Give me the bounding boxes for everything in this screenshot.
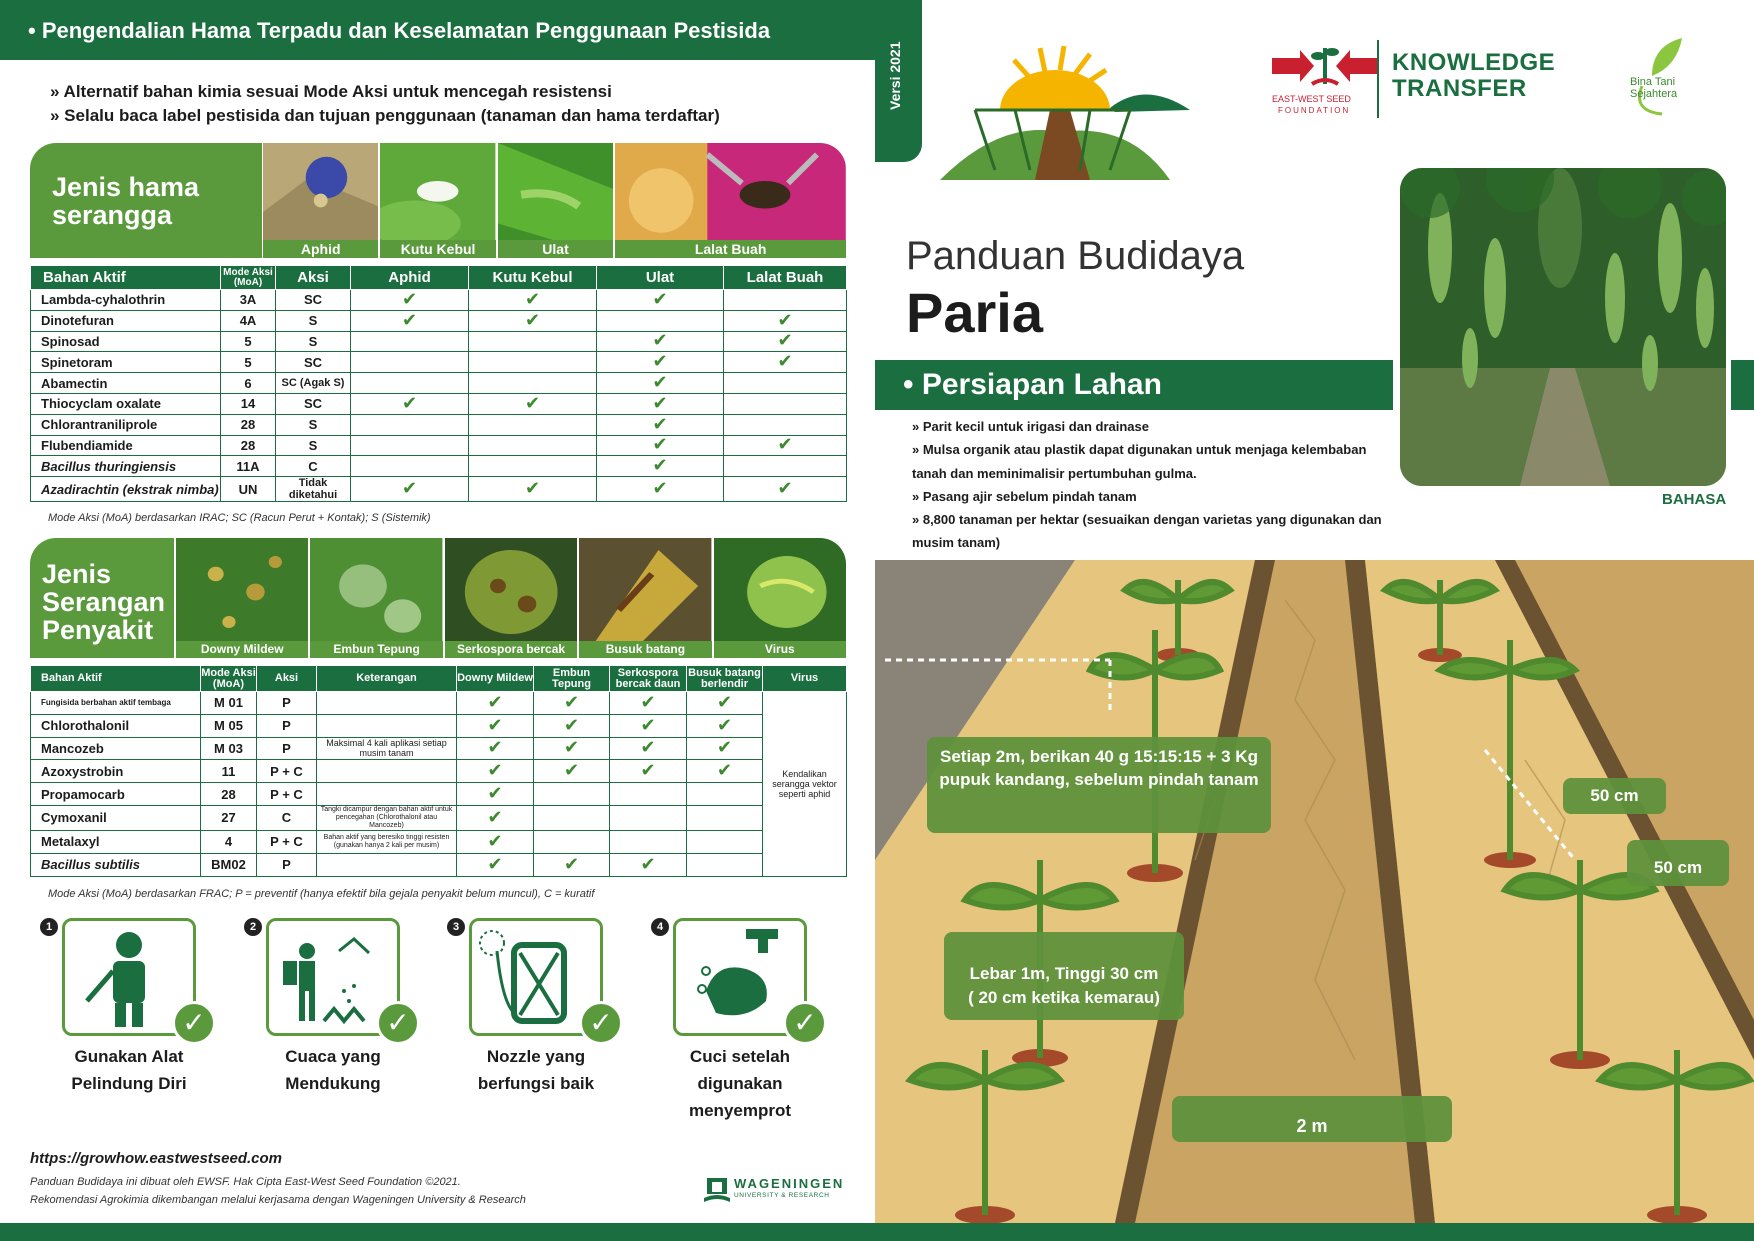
check-cell: [351, 290, 469, 311]
check-cell: [351, 331, 469, 352]
cell-aksi: S: [276, 331, 351, 352]
list-item: » 8,800 tanaman per hektar (sesuaikan dengan varietas yang digunakan dan musim tanam): [912, 512, 1382, 551]
checkmark-icon: ✔: [777, 330, 793, 351]
cell-name: Azadirachtin (ekstrak nimba): [31, 477, 221, 502]
east-west-seed-logo: EAST-WEST SEED FOUNDATION: [1270, 40, 1380, 120]
checkmark-icon: ✔: [524, 309, 541, 330]
table-header-row: [31, 666, 847, 692]
table-row: [31, 352, 847, 373]
col-header: Ulat: [597, 266, 724, 290]
checkmark-icon: ✔: [524, 478, 541, 499]
check-cell: [351, 352, 469, 373]
check-cell: [597, 373, 724, 394]
cell-note: Maksimal 4 kali aplikasi setiap musim tanam: [317, 737, 457, 760]
check-cell: [597, 352, 724, 373]
check-cell: [610, 714, 687, 737]
land-prep-list: [912, 415, 1402, 555]
checkmark-icon: ✔: [487, 760, 503, 781]
checkmark-icon: ✔: [524, 288, 541, 309]
checkmark-icon: ✔: [640, 737, 656, 758]
checkmark-icon: ✔: [401, 309, 418, 330]
checkmark-icon: ✔: [487, 830, 503, 851]
check-cell: [469, 310, 597, 331]
cell-name: Bacillus thuringiensis: [31, 456, 221, 477]
left-page: • Pengendalian Hama Terpadu dan Keselamatan Penggunaan Pestisida » Alternatif bahan kimia sesuai Mode Aksi untuk mencegah resistensi » Selalu baca label pestisida dan tujuan penggunaan (tanaman dan hama terdaftar) Jenis hama serangga Aphid Kutu Kebul Ulat Lalat Buah Bahan Aktif Mode Aksi (MoA) Aksi Aphid Kutu Kebul Ulat Lalat Buah Lambda-cyhalothrin 3A SC ✔ ✔ ✔ Dinotefuran 4A S ✔ ✔ ✔ Spinosad 5 S ✔ ✔ Spinetoram 5 SC ✔ ✔ Abamectin 6 SC (Agak S) ✔ Thiocyclam oxalate 14 SC ✔ ✔ ✔ Chlorantraniliprole 28 S ✔ Flubendiamide 28 S ✔ ✔ Bacillus thuringiensis 11A C ✔ Azadirachtin (ekstrak nimba) UN Tidak diketahui ✔ ✔ ✔ ✔ Mode Aksi (MoA) berdasarkan IRAC; SC (Racun Perut + Kontak); S (Sistemik) Jenis Serangan Penyakit Downy Mildew Embun Tepung Serkospora bercak Busuk batang Virus Bahan Aktif Mode Aksi (MoA) Aksi Keterangan Downy Mildew Embun Tepung Serkospora bercak daun Busuk batang berlendir Virus Fungisida berbahan aktif tembaga M 01 P ✔ ✔ ✔ ✔ Kendalikan serangga vektor seperti aphid Chlorothalonil M 05 P ✔ ✔ ✔ ✔ Mancozeb M 03 P Maksimal 4 kali aplikasi setiap musim tanam ✔ ✔ ✔ ✔ Azoxystrobin 11 P + C ✔ ✔ ✔ ✔ Propamocarb 28 P + C ✔ Cymoxanil 27 C Tangki dicampur dengan bahan aktif untuk pencegahan (Chlorothalonil atau Mancozeb) ✔ Metalaxyl 4 P + C Bahan aktif yang beresiko tinggi resisten (gunakan hanya 2 kali per musim) ✔ Bacillus subtilis BM02 P ✔ ✔ ✔ Mode Aksi (MoA) berdasarkan FRAC; P = preventif (hanya efektif bila gejala penyakit belum muncul), C = kuratif 1 ✓ Gunakan Alat Pelindung Diri 2 ✓ Cuaca yang Mendukung 3 ✓ Nozzle yang berfungsi baik 4 ✓ Cuci setelah digunakan menyemprot https://growhow.eastwestseed.com Panduan Budidaya ini dibuat oleh EWSF. Hak Cipta East-West Seed Foundation ©2021. Rekomendasi Agrokimia dikembangan melalui kerjasama dengan Wageningen University & Research WAGENINGEN UNIVERSITY & RESEARCH: [0, 0, 875, 1241]
checkmark-icon: ✔: [652, 455, 668, 476]
cell-name: Flubendiamide: [31, 435, 221, 456]
cell-aksi: C: [276, 456, 351, 477]
col-header: Bahan Aktif: [31, 266, 221, 290]
cell-moa: M 03: [201, 737, 257, 760]
col-header: Aksi: [257, 666, 317, 692]
checkmark-icon: ✔: [716, 737, 733, 758]
col-header: Mode Aksi (MoA): [201, 666, 256, 690]
powdery-mildew-photo: Embun Tepung: [310, 538, 442, 658]
check-cell: [534, 692, 610, 715]
col-header: Bahan Aktif: [31, 666, 201, 692]
cell-moa: M 05: [201, 714, 257, 737]
fruit-fly-photo: Lalat Buah: [615, 143, 846, 258]
cell-name: Metalaxyl: [31, 830, 201, 853]
check-circle-icon: ✓: [172, 1001, 216, 1045]
table-row: [31, 805, 847, 830]
knowledge-transfer-logo: KNOWLEDGE TRANSFER: [1392, 49, 1556, 102]
cell-aksi: P + C: [257, 760, 317, 783]
check-cell: [687, 830, 763, 853]
cell-note: [317, 783, 457, 806]
check-cell: [351, 414, 469, 435]
disease-photo-strip: [176, 538, 846, 658]
table-row: [31, 310, 847, 331]
credits: Panduan Budidaya ini dibuat oleh EWSF. Hak Cipta East-West Seed Foundation ©2021. Rekomendasi Agrokimia dikembangan melalui kerjasama dengan Wageningen University & Research: [30, 1176, 526, 1206]
checkmark-icon: ✔: [563, 691, 580, 712]
check-cell: [687, 783, 763, 806]
checkmark-icon: ✔: [716, 714, 733, 735]
check-cell: [534, 830, 610, 853]
irac-footnote: Mode Aksi (MoA) berdasarkan IRAC; SC (Racun Perut + Kontak); S (Sistemik): [48, 512, 431, 524]
cell-name: Abamectin: [31, 373, 221, 394]
check-cell: [534, 737, 610, 760]
check-cell: [724, 456, 847, 477]
cell-name: Spinetoram: [31, 352, 221, 373]
cell-note: [317, 760, 457, 783]
check-cell: [724, 435, 847, 456]
check-cell: [469, 290, 597, 311]
fungicide-table-body: [31, 692, 847, 877]
table-row: [31, 331, 847, 352]
check-cell: [610, 760, 687, 783]
cell-aksi: P: [257, 737, 317, 760]
col-header: Aphid: [351, 266, 469, 290]
check-cell: [610, 783, 687, 806]
tip-item: » Selalu baca label pestisida dan tujuan penggunaan (tanaman dan hama terdaftar): [50, 106, 720, 125]
cell-aksi: SC: [276, 393, 351, 414]
check-cell: [724, 290, 847, 311]
col-header: Embun Tepung: [534, 666, 610, 692]
cell-note: Bahan aktif yang beresiko tinggi resisten (gunakan hanya 2 kali per musim): [317, 830, 457, 853]
check-cell: [687, 853, 763, 876]
check-cell: [534, 853, 610, 876]
check-cell: [597, 477, 724, 502]
table-row: [31, 714, 847, 737]
cell-moa: 11: [201, 760, 257, 783]
pest-section-tab: Jenis hama serangga: [30, 143, 262, 258]
col-header: Downy Mildew: [457, 666, 534, 692]
check-cell: [724, 310, 847, 331]
checkmark-icon: ✔: [777, 309, 793, 330]
cell-aksi: P + C: [257, 830, 317, 853]
check-cell: [597, 310, 724, 331]
check-cell: [724, 393, 847, 414]
list-item: » Mulsa organik atau plastik dapat digunakan untuk menjaga kelembaban tanah dan meminimalisir pertumbuhan gulma.: [912, 442, 1367, 481]
checkmark-icon: ✔: [640, 760, 656, 781]
cell-moa: 28: [221, 414, 276, 435]
check-cell: [687, 760, 763, 783]
col-header: Mode Aksi (MoA): [221, 266, 276, 290]
checkmark-icon: ✔: [401, 392, 418, 413]
aphid-photo: Aphid: [263, 143, 378, 258]
check-cell: [457, 783, 534, 806]
caterpillar-photo: Ulat: [498, 143, 613, 258]
cell-note: [317, 853, 457, 876]
checkmark-icon: ✔: [563, 714, 580, 735]
checkmark-icon: ✔: [652, 351, 668, 372]
checkmark-icon: ✔: [487, 783, 503, 804]
checkmark-icon: ✔: [716, 760, 733, 781]
cell-aksi: S: [276, 414, 351, 435]
check-cell: [597, 414, 724, 435]
checkmark-icon: ✔: [563, 853, 580, 874]
cell-note: [317, 692, 457, 715]
cell-moa: 14: [221, 393, 276, 414]
cell-name: Fungisida berbahan aktif tembaga: [31, 692, 201, 715]
cell-name: Propamocarb: [31, 783, 201, 806]
check-cell: [351, 373, 469, 394]
cell-aksi: Tidak diketahui: [276, 477, 351, 502]
footer-bar: [0, 1223, 1754, 1241]
check-cell: [469, 477, 597, 502]
cell-moa: 11A: [221, 456, 276, 477]
cell-moa: UN: [221, 477, 276, 502]
checkmark-icon: ✔: [777, 351, 793, 372]
check-cell: [687, 714, 763, 737]
cell-note: [317, 714, 457, 737]
disease-section-tab: Jenis Serangan Penyakit: [30, 538, 174, 658]
check-cell: [534, 783, 610, 806]
checkmark-icon: ✔: [640, 691, 656, 712]
pesticide-tips: [50, 80, 720, 128]
fertilizer-callout: Setiap 2m, berikan 40 g 15:15:15 + 3 Kg pupuk kandang, sebelum pindah tanam: [927, 737, 1271, 833]
cell-name: Bacillus subtilis: [31, 853, 201, 876]
insecticide-table-body: [31, 290, 847, 502]
col-header: Aksi: [276, 266, 351, 290]
table-row: [31, 290, 847, 311]
check-cell: [610, 737, 687, 760]
col-header: Lalat Buah: [724, 266, 847, 290]
checkmark-icon: ✔: [716, 691, 733, 712]
check-cell: [610, 830, 687, 853]
check-cell: [534, 760, 610, 783]
pest-photo-strip: [263, 143, 846, 258]
check-cell: [597, 393, 724, 414]
check-cell: [457, 692, 534, 715]
cell-name: Chlorothalonil: [31, 714, 201, 737]
check-cell: [724, 373, 847, 394]
check-cell: [534, 714, 610, 737]
check-cell: [610, 692, 687, 715]
checkmark-icon: ✔: [777, 434, 793, 455]
bed-size-callout: Lebar 1m, Tinggi 30 cm ( 20 cm ketika kemarau): [944, 932, 1184, 1020]
wageningen-logo: WAGENINGEN UNIVERSITY & RESEARCH: [704, 1176, 854, 1206]
check-cell: [457, 805, 534, 830]
cell-name: Thiocyclam oxalate: [31, 393, 221, 414]
ipm-banner: • Pengendalian Hama Terpadu dan Keselamatan Penggunaan Pestisida: [0, 0, 922, 60]
cell-moa: 4: [201, 830, 257, 853]
cell-aksi: P: [257, 692, 317, 715]
cell-moa: BM02: [201, 853, 257, 876]
table-row: [31, 830, 847, 853]
cell-aksi: S: [276, 435, 351, 456]
table-row: [31, 760, 847, 783]
check-cell: [351, 393, 469, 414]
virus-note: Kendalikan serangga vektor seperti aphid: [763, 692, 847, 877]
cell-name: Lambda-cyhalothrin: [31, 290, 221, 311]
table-row: [31, 477, 847, 502]
banner-edge: [1731, 360, 1754, 410]
table-row: [31, 853, 847, 876]
check-cell: [351, 477, 469, 502]
check-cell: [724, 352, 847, 373]
col-header: Keterangan: [317, 666, 457, 692]
checkmark-icon: ✔: [640, 714, 656, 735]
check-cell: [687, 737, 763, 760]
checkmark-icon: ✔: [487, 714, 503, 735]
check-cell: [610, 853, 687, 876]
check-cell: [469, 414, 597, 435]
checkmark-icon: ✔: [487, 691, 503, 712]
check-cell: [469, 331, 597, 352]
virus-photo: Virus: [714, 538, 846, 658]
cell-moa: 5: [221, 331, 276, 352]
frac-footnote: Mode Aksi (MoA) berdasarkan FRAC; P = preventif (hanya efektif bila gejala penyakit belum muncul), C = kuratif: [48, 888, 595, 900]
gummy-stem-photo: Busuk batang: [579, 538, 711, 658]
checkmark-icon: ✔: [401, 288, 418, 309]
cell-aksi: SC: [276, 352, 351, 373]
check-cell: [724, 477, 847, 502]
check-cell: [724, 331, 847, 352]
checkmark-icon: ✔: [563, 737, 580, 758]
check-cell: [597, 290, 724, 311]
check-cell: [351, 310, 469, 331]
fungicide-table: [30, 665, 847, 877]
cell-moa: 4A: [221, 310, 276, 331]
cell-name: Azoxystrobin: [31, 760, 201, 783]
check-cell: [597, 435, 724, 456]
checkmark-icon: ✔: [487, 806, 503, 827]
table-row: [31, 783, 847, 806]
table-row: [31, 414, 847, 435]
crop-title: Paria: [906, 281, 1043, 344]
insecticide-table: [30, 265, 847, 502]
table-row: [31, 456, 847, 477]
cell-moa: 3A: [221, 290, 276, 311]
checkmark-icon: ✔: [652, 434, 668, 455]
check-cell: [687, 805, 763, 830]
cell-aksi: C: [257, 805, 317, 830]
checkmark-icon: ✔: [652, 288, 668, 309]
check-cell: [351, 456, 469, 477]
cell-aksi: P: [257, 714, 317, 737]
bed-spacing-callout: 2 m: [1172, 1096, 1452, 1142]
language-label: BAHASA: [1662, 491, 1727, 508]
check-cell: [597, 456, 724, 477]
bina-tani-logo: Bina Tani Sejahtera: [1622, 36, 1722, 116]
checkmark-icon: ✔: [652, 372, 668, 393]
check-cell: [687, 692, 763, 715]
check-cell: [469, 456, 597, 477]
logo-divider: [1377, 40, 1379, 118]
cell-aksi: P: [257, 853, 317, 876]
cell-moa: 27: [201, 805, 257, 830]
list-item: » Pasang ajir sebelum pindah tanam: [912, 488, 1137, 504]
col-header: Busuk batang berlendir: [688, 666, 761, 690]
farm-trellis-logo: [940, 40, 1220, 190]
checkmark-icon: ✔: [524, 392, 541, 413]
land-prep-banner: • Persiapan Lahan: [875, 360, 1393, 410]
check-cell: [457, 760, 534, 783]
version-tab: Versi 2021: [875, 0, 922, 162]
check-cell: [457, 853, 534, 876]
cell-moa: M 01: [201, 692, 257, 715]
cell-note: Tangki dicampur dengan bahan aktif untuk pencegahan (Chlorothalonil atau Mancozeb): [317, 805, 457, 830]
table-row: [31, 737, 847, 760]
list-item: » Parit kecil untuk irigasi dan drainase: [912, 419, 1149, 434]
check-circle-icon: ✓: [579, 1001, 623, 1045]
tip-item: » Alternatif bahan kimia sesuai Mode Aksi untuk mencegah resistensi: [50, 82, 612, 101]
table-row: [31, 435, 847, 456]
check-cell: [469, 393, 597, 414]
table-row: [31, 393, 847, 414]
check-cell: [469, 373, 597, 394]
col-header: Virus: [763, 666, 847, 692]
checkmark-icon: ✔: [652, 478, 668, 499]
check-circle-icon: ✓: [376, 1001, 420, 1045]
check-cell: [610, 805, 687, 830]
cell-moa: 28: [201, 783, 257, 806]
whitefly-photo: Kutu Kebul: [380, 143, 495, 258]
downy-mildew-photo: Downy Mildew: [176, 538, 308, 658]
cell-name: Cymoxanil: [31, 805, 201, 830]
checkmark-icon: ✔: [401, 478, 418, 499]
checkmark-icon: ✔: [487, 853, 503, 874]
col-header: Serkospora bercak daun: [610, 666, 687, 692]
cell-name: Dinotefuran: [31, 310, 221, 331]
check-cell: [469, 352, 597, 373]
col-header: Kutu Kebul: [469, 266, 597, 290]
website-link[interactable]: https://growhow.eastwestseed.com: [30, 1150, 282, 1167]
cell-moa: 6: [221, 373, 276, 394]
cercospora-photo: Serkospora bercak: [445, 538, 577, 658]
check-cell: [351, 435, 469, 456]
check-cell: [457, 737, 534, 760]
checkmark-icon: ✔: [640, 853, 656, 874]
check-cell: [597, 331, 724, 352]
checkmark-icon: ✔: [563, 760, 580, 781]
check-cell: [724, 414, 847, 435]
cell-aksi: S: [276, 310, 351, 331]
cell-aksi: SC: [276, 290, 351, 311]
cell-moa: 5: [221, 352, 276, 373]
cell-name: Mancozeb: [31, 737, 201, 760]
check-circle-icon: ✓: [783, 1001, 827, 1045]
cell-name: Spinosad: [31, 331, 221, 352]
cell-name: Chlorantraniliprole: [31, 414, 221, 435]
checkmark-icon: ✔: [487, 737, 503, 758]
table-row: [31, 373, 847, 394]
check-cell: [534, 805, 610, 830]
cell-aksi: P + C: [257, 783, 317, 806]
checkmark-icon: ✔: [652, 413, 668, 434]
table-row: [31, 692, 847, 715]
guide-title: Panduan Budidaya: [906, 234, 1245, 278]
checkmark-icon: ✔: [777, 478, 793, 499]
check-cell: [457, 830, 534, 853]
cell-aksi: SC (Agak S): [276, 373, 351, 394]
check-cell: [457, 714, 534, 737]
row-spacing-callout: 50 cm: [1627, 840, 1729, 886]
check-cell: [469, 435, 597, 456]
plant-spacing-callout: 50 cm: [1563, 778, 1666, 814]
cell-moa: 28: [221, 435, 276, 456]
checkmark-icon: ✔: [652, 330, 668, 351]
bitter-gourd-photo: [1400, 168, 1726, 486]
checkmark-icon: ✔: [652, 392, 668, 413]
table-header-row: [31, 266, 847, 290]
